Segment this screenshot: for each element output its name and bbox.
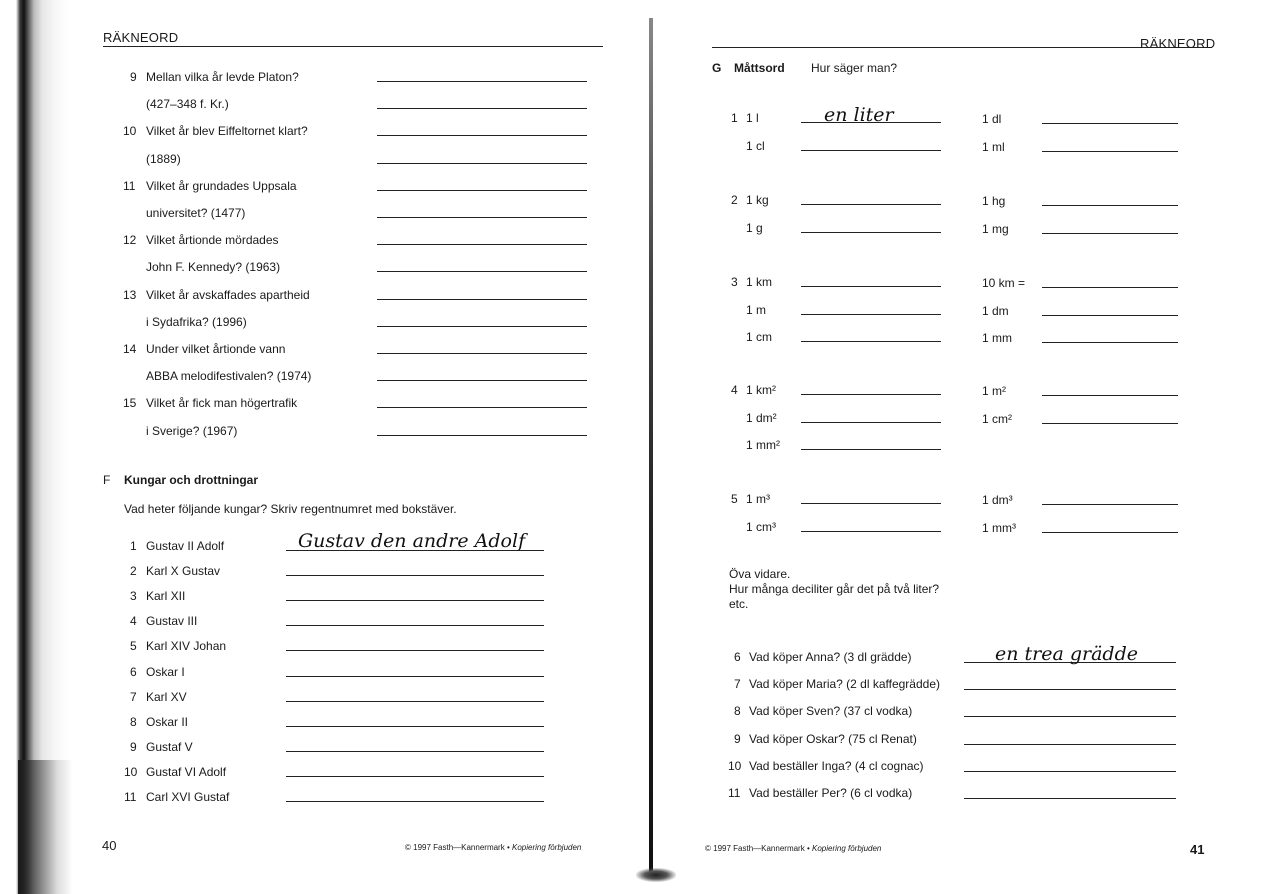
king-name: Gustav II Adolf <box>146 539 225 553</box>
unit-label: 1 mg <box>982 221 1009 236</box>
answer-line[interactable] <box>377 108 587 109</box>
unit-answer-line[interactable] <box>1042 233 1178 234</box>
unit-answer-line[interactable] <box>1042 395 1178 396</box>
king-name: Karl XV <box>146 689 187 704</box>
purchase-number: 8 <box>734 704 741 719</box>
handwritten-answer-liter: en liter <box>824 104 894 126</box>
right-page-header: RÄKNEORD <box>1140 36 1216 51</box>
unit-label: 1 m³ <box>746 492 770 506</box>
question-number: 12 <box>123 233 137 248</box>
handwritten-king-answer: Gustav den andre Adolf <box>298 530 526 552</box>
purchase-answer-line[interactable] <box>964 798 1176 799</box>
unit-answer-line[interactable] <box>801 232 941 233</box>
unit-label: 10 km = <box>982 276 1026 290</box>
king-number: 11 <box>124 790 137 804</box>
left-copyright <box>405 843 581 852</box>
question-text-cont: i Sverige? (1967) <box>146 423 238 438</box>
unit-answer-line[interactable] <box>801 531 941 532</box>
purchase-number: 9 <box>734 731 741 746</box>
unit-label: 1 ml <box>982 139 1005 154</box>
purchase-question: Vad beställer Per? (6 cl vodka) <box>749 786 913 800</box>
right-copyright-text: © 1997 Fasth—Kannermark • <box>705 844 810 853</box>
unit-label: 1 km <box>746 275 773 289</box>
group-number: 2 <box>731 193 738 207</box>
right-copyright-italic: Kopiering förbjuden <box>811 844 882 853</box>
question-text: Vilket år avskaffades apartheid <box>146 287 310 302</box>
king-answer-line[interactable] <box>286 751 544 752</box>
question-text-cont: i Sydafrika? (1996) <box>146 314 247 329</box>
question-text: Mellan vilka år levde Platon? <box>146 70 299 84</box>
answer-line[interactable] <box>377 190 587 191</box>
purchase-number: 7 <box>734 677 741 692</box>
unit-label: 1 cm³ <box>746 519 776 534</box>
group-number: 5 <box>731 492 738 506</box>
unit-label: 1 dm² <box>746 410 777 425</box>
right-header-rule <box>712 47 1212 48</box>
unit-label: 1 kg <box>746 193 769 207</box>
king-name: Oskar II <box>146 714 189 729</box>
question-text: Vilket årtionde mördades <box>146 233 279 248</box>
king-answer-line[interactable] <box>286 625 544 626</box>
left-copyright-text: © 1997 Fasth—Kannermark • <box>405 843 510 852</box>
king-answer-line[interactable] <box>286 650 544 651</box>
group-number: 1 <box>731 111 738 125</box>
purchase-answer-line[interactable] <box>964 689 1176 690</box>
section-g-title: Måttsord <box>734 61 785 75</box>
king-answer-line[interactable] <box>286 801 544 802</box>
unit-answer-line[interactable] <box>1042 315 1178 316</box>
group-number: 3 <box>731 275 738 289</box>
king-answer-line[interactable] <box>286 776 544 777</box>
unit-answer-line[interactable] <box>801 314 941 315</box>
king-name: Carl XVI Gustaf <box>146 790 230 804</box>
king-number: 4 <box>130 614 137 629</box>
unit-label: 1 cm² <box>982 411 1012 426</box>
unit-answer-line[interactable] <box>801 204 941 205</box>
unit-answer-line[interactable] <box>1042 423 1178 424</box>
question-text-cont: (427–348 f. Kr.) <box>146 97 229 112</box>
handwritten-purchase-answer: en trea grädde <box>995 643 1138 665</box>
section-g-letter: G <box>712 61 722 75</box>
unit-label: 1 dl <box>982 112 1002 126</box>
section-g-subtitle: Hur säger man? <box>811 61 898 75</box>
unit-label: 1 m² <box>982 384 1006 398</box>
question-text: Under vilket årtionde vann <box>146 342 286 356</box>
answer-line[interactable] <box>377 435 587 436</box>
king-number: 9 <box>130 739 137 754</box>
left-page-number: 40 <box>102 838 117 853</box>
king-answer-line[interactable] <box>286 726 544 727</box>
answer-line[interactable] <box>377 81 587 82</box>
unit-answer-line[interactable] <box>801 449 941 450</box>
answer-line[interactable] <box>377 271 587 272</box>
book-spine <box>649 18 653 878</box>
unit-answer-line[interactable] <box>801 394 941 395</box>
question-number: 11 <box>123 178 136 193</box>
king-number: 6 <box>130 664 137 679</box>
left-copyright-italic: Kopiering förbjuden <box>511 843 582 852</box>
question-text: Vilket år grundades Uppsala <box>146 178 297 193</box>
unit-answer-line[interactable] <box>1042 151 1178 152</box>
king-name: Oskar I <box>146 664 185 679</box>
purchase-answer-line[interactable] <box>964 771 1176 772</box>
king-name: Karl XII <box>146 589 186 604</box>
question-text-cont: ABBA melodifestivalen? (1974) <box>146 369 312 384</box>
unit-answer-line[interactable] <box>801 341 941 342</box>
unit-label: 1 cm <box>746 330 773 344</box>
answer-line[interactable] <box>377 244 587 245</box>
unit-label: 1 mm <box>982 331 1012 345</box>
unit-answer-line[interactable] <box>1042 205 1178 206</box>
unit-label: 1 cl <box>746 138 765 153</box>
answer-line[interactable] <box>377 217 587 218</box>
purchase-question: Vad köper Oskar? (75 cl Renat) <box>749 731 917 746</box>
king-number: 10 <box>124 764 138 779</box>
purchase-number: 11 <box>728 786 741 800</box>
unit-label: 1 dm³ <box>982 493 1013 507</box>
unit-answer-line[interactable] <box>801 422 941 423</box>
answer-line[interactable] <box>377 353 587 354</box>
unit-label: 1 hg <box>982 194 1006 208</box>
practice-line-1: Öva vidare. <box>729 567 791 581</box>
king-number: 8 <box>130 714 137 729</box>
section-f-instruction: Vad heter följande kungar? Skriv regentnumret med bokstäver. <box>124 502 457 516</box>
question-number: 14 <box>123 342 137 356</box>
king-number: 1 <box>130 539 137 553</box>
unit-answer-line[interactable] <box>1042 123 1178 124</box>
purchase-number: 6 <box>734 650 741 664</box>
question-number: 9 <box>130 70 137 84</box>
king-name: Gustav III <box>146 614 198 629</box>
left-header-rule <box>103 46 603 47</box>
purchase-answer-line[interactable] <box>964 716 1176 717</box>
unit-answer-line[interactable] <box>801 150 941 151</box>
king-number: 2 <box>130 564 137 579</box>
answer-line[interactable] <box>377 299 587 300</box>
king-name: Gustaf V <box>146 739 193 754</box>
section-f-letter: F <box>103 473 111 487</box>
answer-line[interactable] <box>377 163 587 164</box>
purchase-question: Vad köper Maria? (2 dl kaffegrädde) <box>749 677 940 692</box>
king-name: Karl X Gustav <box>146 564 221 579</box>
unit-label: 1 mm² <box>746 438 780 452</box>
purchase-answer-line[interactable] <box>964 744 1176 745</box>
practice-line-3: etc. <box>729 597 749 611</box>
purchase-question: Vad beställer Inga? (4 cl cognac) <box>749 758 924 773</box>
practice-line-2: Hur många deciliter går det på två liter? <box>729 582 940 596</box>
unit-answer-line[interactable] <box>1042 532 1178 533</box>
unit-label: 1 l <box>746 111 759 125</box>
answer-line[interactable] <box>377 135 587 136</box>
question-text: Vilket år blev Eiffeltornet klart? <box>146 124 308 139</box>
answer-line[interactable] <box>377 407 587 408</box>
unit-label: 1 m <box>746 302 767 317</box>
right-copyright <box>705 844 881 853</box>
unit-answer-line[interactable] <box>1042 287 1178 288</box>
king-number: 3 <box>130 589 137 604</box>
unit-answer-line[interactable] <box>801 503 941 504</box>
question-number: 15 <box>123 396 137 411</box>
king-name: Gustaf VI Adolf <box>146 764 227 779</box>
question-text: Vilket år fick man högertrafik <box>146 396 298 411</box>
unit-answer-line[interactable] <box>1042 342 1178 343</box>
question-text-cont: universitet? (1477) <box>146 206 246 220</box>
unit-label: 1 dm <box>982 303 1009 318</box>
right-page-number: 41 <box>1190 842 1205 857</box>
king-name: Karl XIV Johan <box>146 639 227 654</box>
unit-label: 1 km² <box>746 383 776 397</box>
scan-shadow-left-bottom <box>18 760 73 894</box>
book-spine-foot <box>636 868 676 882</box>
unit-answer-line[interactable] <box>1042 504 1178 505</box>
purchase-number: 10 <box>728 758 742 773</box>
unit-label: 1 mm³ <box>982 520 1016 535</box>
question-number: 10 <box>123 124 137 139</box>
king-answer-line[interactable] <box>286 676 544 677</box>
answer-line[interactable] <box>377 380 587 381</box>
unit-label: 1 g <box>746 220 763 235</box>
king-answer-line[interactable] <box>286 575 544 576</box>
king-answer-line[interactable] <box>286 701 544 702</box>
king-number: 5 <box>130 639 137 654</box>
group-number: 4 <box>731 383 738 397</box>
king-answer-line[interactable] <box>286 600 544 601</box>
question-number: 13 <box>123 287 137 302</box>
unit-answer-line[interactable] <box>801 286 941 287</box>
left-page-header: RÄKNEORD <box>103 30 179 45</box>
question-text-cont: (1889) <box>146 151 181 166</box>
king-number: 7 <box>130 689 137 704</box>
question-text-cont: John F. Kennedy? (1963) <box>146 260 281 275</box>
answer-line[interactable] <box>377 326 587 327</box>
purchase-question: Vad köper Anna? (3 dl grädde) <box>749 650 912 664</box>
section-f-title: Kungar och drottningar <box>124 473 258 487</box>
purchase-question: Vad köper Sven? (37 cl vodka) <box>749 704 913 719</box>
